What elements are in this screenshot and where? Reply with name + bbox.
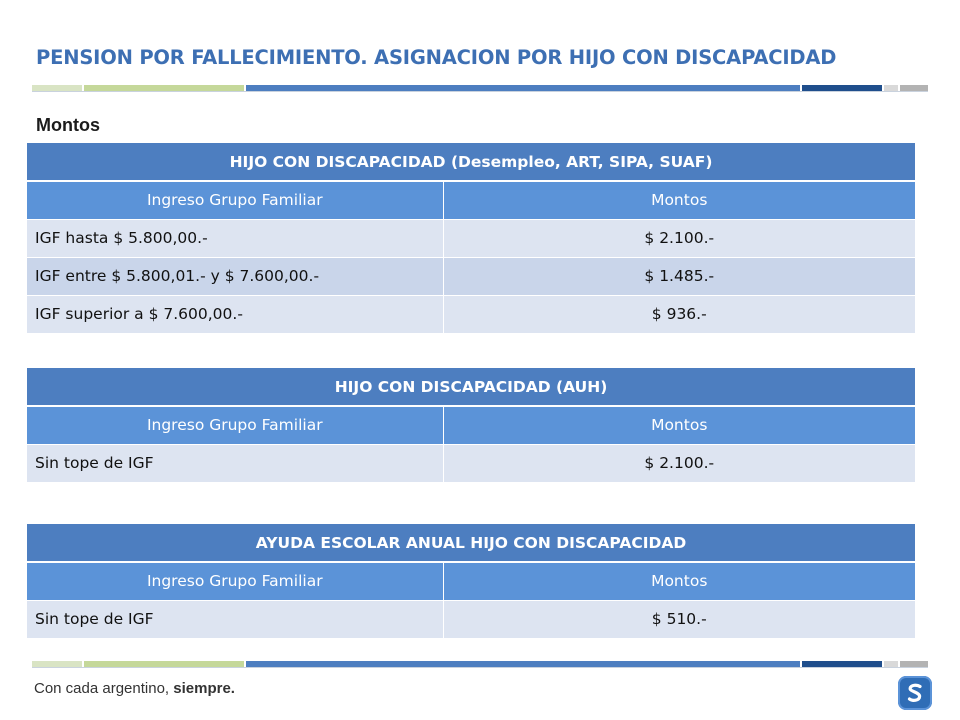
table-column-header-row [27,181,915,219]
column-header-ingreso: Ingreso Grupo Familiar [27,181,443,219]
cell-monto: $ 2.100.- [443,444,915,482]
footer-slogan [34,680,235,697]
column-header-montos: Montos [443,181,915,219]
table-column-header-row [27,406,915,444]
column-header-montos: Montos [443,562,915,600]
column-header-montos: Montos [443,406,915,444]
table-row [27,257,915,295]
footer-slogan-emphasis: siempre. [173,680,235,697]
page-title: PENSION POR FALLECIMIENTO. ASIGNACION POR HIJO CON DISCAPACIDAD [36,46,837,69]
cell-ingreso: Sin tope de IGF [27,600,443,638]
table-title: HIJO CON DISCAPACIDAD (Desempleo, ART, SIPA, SUAF) [27,143,915,181]
cell-ingreso: IGF superior a $ 7.600,00.- [27,295,443,333]
table-ayuda-escolar [27,524,915,639]
column-header-ingreso: Ingreso Grupo Familiar [27,562,443,600]
table-row [27,444,915,482]
table-row [27,219,915,257]
anses-s-logo-icon [898,676,932,710]
table-title: AYUDA ESCOLAR ANUAL HIJO CON DISCAPACIDAD [27,524,915,562]
cell-ingreso: IGF entre $ 5.800,01.- y $ 7.600,00.- [27,257,443,295]
table-row [27,600,915,638]
table-auh [27,368,915,483]
cell-monto: $ 936.- [443,295,915,333]
cell-ingreso: Sin tope de IGF [27,444,443,482]
footer-slogan-prefix: Con cada argentino, [34,680,174,697]
column-header-ingreso: Ingreso Grupo Familiar [27,406,443,444]
table-row [27,295,915,333]
footer-divider-stripe [32,661,928,669]
table-desempleo [27,143,915,334]
header-divider-stripe [32,85,928,93]
cell-monto: $ 510.- [443,600,915,638]
cell-monto: $ 1.485.- [443,257,915,295]
table-column-header-row [27,562,915,600]
cell-monto: $ 2.100.- [443,219,915,257]
cell-ingreso: IGF hasta $ 5.800,00.- [27,219,443,257]
table-title: HIJO CON DISCAPACIDAD (AUH) [27,368,915,406]
section-subtitle: Montos [36,115,100,135]
